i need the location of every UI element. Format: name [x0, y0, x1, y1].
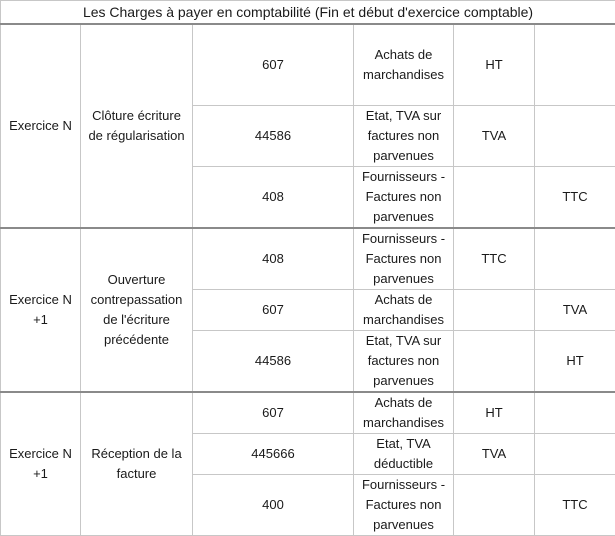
credit-cell [535, 24, 615, 105]
credit-cell [535, 392, 615, 434]
debit-cell [454, 474, 535, 535]
label-cell: Achats de marchandises [354, 289, 454, 330]
label-cell: Etat, TVA sur factures non parvenues [354, 105, 454, 166]
account-cell: 445666 [193, 433, 354, 474]
debit-cell: TVA [454, 105, 535, 166]
exercice-cell: Exercice N +1 [1, 228, 81, 392]
account-cell: 408 [193, 228, 354, 290]
credit-cell [535, 433, 615, 474]
label-cell: Etat, TVA déductible [354, 433, 454, 474]
account-cell: 44586 [193, 330, 354, 392]
debit-cell: HT [454, 392, 535, 434]
label-cell: Fournisseurs - Factures non parvenues [354, 228, 454, 290]
operation-cell: Ouverture contrepassation de l'écriture précédente [81, 228, 193, 392]
exercice-cell: Exercice N [1, 24, 81, 228]
table-title: Les Charges à payer en comptabilité (Fin et début d'exercice comptable) [1, 1, 615, 25]
label-cell: Achats de marchandises [354, 24, 454, 105]
debit-cell [454, 166, 535, 228]
label-cell: Achats de marchandises [354, 392, 454, 434]
account-cell: 607 [193, 289, 354, 330]
debit-cell: HT [454, 24, 535, 105]
credit-cell: TTC [535, 474, 615, 535]
account-cell: 607 [193, 24, 354, 105]
credit-cell: TVA [535, 289, 615, 330]
account-cell: 400 [193, 474, 354, 535]
operation-cell: Réception de la facture [81, 392, 193, 536]
account-cell: 44586 [193, 105, 354, 166]
label-cell: Etat, TVA sur factures non parvenues [354, 330, 454, 392]
credit-cell: HT [535, 330, 615, 392]
debit-cell [454, 330, 535, 392]
account-cell: 607 [193, 392, 354, 434]
credit-cell [535, 228, 615, 290]
credit-cell [535, 105, 615, 166]
debit-cell [454, 289, 535, 330]
credit-cell: TTC [535, 166, 615, 228]
debit-cell: TVA [454, 433, 535, 474]
label-cell: Fournisseurs - Factures non parvenues [354, 474, 454, 535]
debit-cell: TTC [454, 228, 535, 290]
account-cell: 408 [193, 166, 354, 228]
label-cell: Fournisseurs - Factures non parvenues [354, 166, 454, 228]
exercice-cell: Exercice N +1 [1, 392, 81, 536]
operation-cell: Clôture écriture de régularisation [81, 24, 193, 228]
